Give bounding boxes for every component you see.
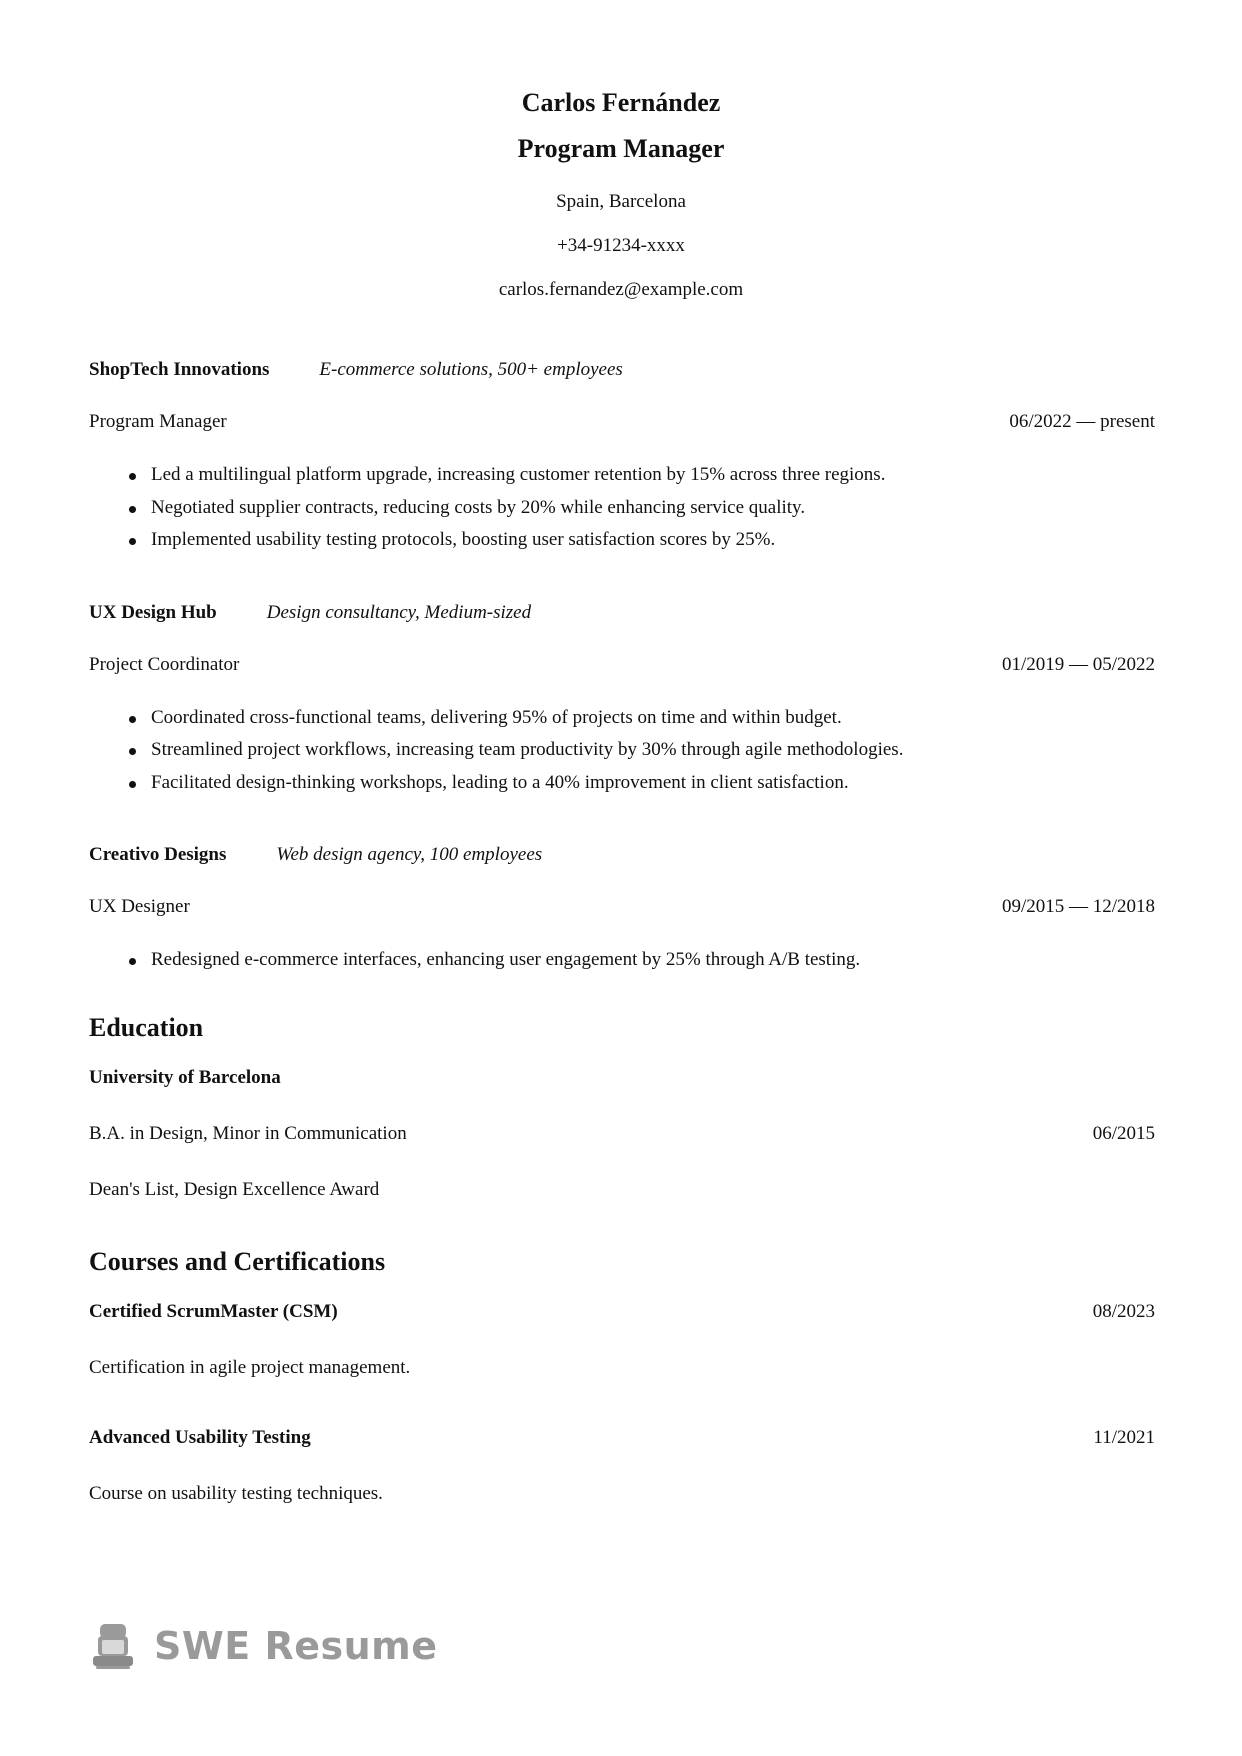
graduation-date: 06/2015 xyxy=(1092,1122,1155,1144)
education-heading: Education xyxy=(89,1012,204,1042)
courses-heading: Courses and Certifications xyxy=(89,1246,386,1276)
course-name: Advanced Usability Testing xyxy=(89,1426,311,1448)
experience-entry xyxy=(89,840,1155,977)
achievement-item: Coordinated cross-functional teams, delivering 95% of projects on time and within budget. xyxy=(151,702,1155,735)
degree: B.A. in Design, Minor in Communication xyxy=(89,1122,407,1144)
job-dates: 01/2019 — 05/2022 xyxy=(1001,653,1155,675)
course-entry xyxy=(89,1423,1155,1509)
resume-header xyxy=(0,86,1242,302)
company-line xyxy=(89,355,1155,385)
job-dates: 06/2022 — present xyxy=(1009,411,1155,432)
degree-line xyxy=(89,1119,1155,1149)
achievement-item: Streamlined project workflows, increasing team productivity by 30% through agile methodologies. xyxy=(151,734,1155,767)
courses-section xyxy=(89,1245,1155,1509)
company-line xyxy=(89,598,1155,628)
achievement-item: Led a multilingual platform upgrade, increasing customer retention by 15% across three regions. xyxy=(151,459,1155,492)
course-name: Certified ScrumMaster (CSM) xyxy=(89,1300,338,1322)
honors-line xyxy=(89,1175,1155,1205)
role-line xyxy=(89,892,1155,922)
job-role: UX Designer xyxy=(89,896,190,917)
achievement-list xyxy=(89,944,1155,977)
achievement-item: Implemented usability testing protocols, boosting user satisfaction scores by 25%. xyxy=(151,524,1155,557)
achievement-list xyxy=(89,702,1155,800)
honors: Dean's List, Design Excellence Award xyxy=(89,1178,380,1200)
course-description: Course on usability testing techniques. xyxy=(89,1482,383,1504)
contact-email: carlos.fernandez@example.com xyxy=(498,279,744,300)
achievement-item: Facilitated design-thinking workshops, leading to a 40% improvement in client satisfaction. xyxy=(151,767,1155,800)
achievement-item: Redesigned e-commerce interfaces, enhancing user engagement by 25% through A/B testing. xyxy=(151,944,1155,977)
company-name: Creativo Designs xyxy=(89,844,227,865)
brand-logo xyxy=(90,1620,438,1672)
course-entry xyxy=(89,1297,1155,1383)
course-date: 08/2023 xyxy=(1092,1300,1155,1322)
company-line xyxy=(89,840,1155,870)
course-head xyxy=(89,1297,1155,1327)
achievement-item: Negotiated supplier contracts, reducing costs by 20% while enhancing service quality. xyxy=(151,492,1155,525)
job-role: Project Coordinator xyxy=(89,653,240,675)
candidate-title: Program Manager xyxy=(517,134,725,163)
resume-body xyxy=(89,355,1155,1509)
job-role: Program Manager xyxy=(89,411,227,432)
course-description-line xyxy=(89,1479,1155,1509)
school-line xyxy=(89,1063,1155,1093)
school-name: University of Barcelona xyxy=(89,1066,281,1088)
job-dates: 09/2015 — 12/2018 xyxy=(1001,896,1155,917)
course-head xyxy=(89,1423,1155,1453)
achievement-list xyxy=(89,459,1155,557)
role-line xyxy=(89,650,1155,680)
company-description: Web design agency, 100 employees xyxy=(276,844,543,865)
company-name: ShopTech Innovations xyxy=(89,359,270,380)
company-description: Design consultancy, Medium-sized xyxy=(266,601,532,623)
contact-location: Spain, Barcelona xyxy=(556,191,686,212)
course-date: 11/2021 xyxy=(1093,1426,1155,1448)
brand-name: SWE Resume xyxy=(154,1624,438,1668)
role-line xyxy=(89,407,1155,437)
course-description: Certification in agile project management. xyxy=(89,1356,411,1378)
company-description: E-commerce solutions, 500+ employees xyxy=(319,359,623,380)
company-name: UX Design Hub xyxy=(89,601,217,623)
laptop-person-icon xyxy=(90,1622,136,1670)
experience-entry xyxy=(89,355,1155,557)
course-description-line xyxy=(89,1353,1155,1383)
experience-entry xyxy=(89,598,1155,800)
candidate-name: Carlos Fernández xyxy=(521,88,721,117)
contact-phone: +34-91234-xxxx xyxy=(557,235,685,256)
education-section xyxy=(89,1011,1155,1205)
